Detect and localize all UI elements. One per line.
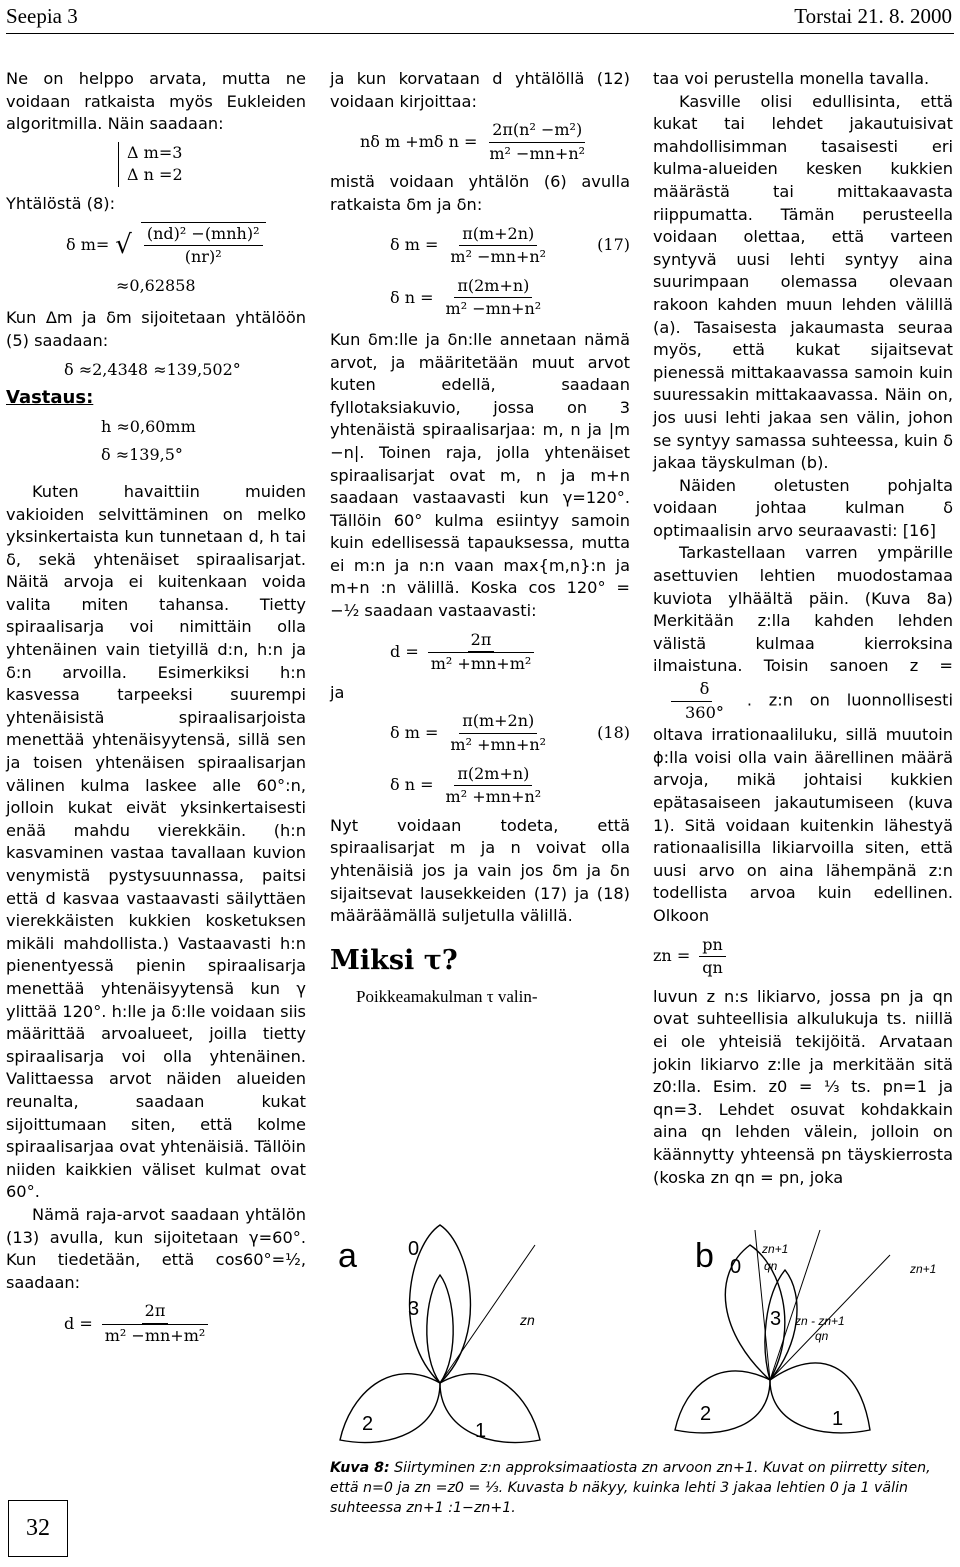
equation: δ ≈2,4348 ≈139,502° [64,359,241,379]
denominator: (nr)² [184,247,222,267]
petal-1 [770,1363,870,1433]
equation-d2 [390,629,630,676]
paragraph: ja kun korvataan d yhtälöllä (12) voidaan kirjoittaa: [330,69,630,111]
qn-label: qn [764,1259,778,1273]
petal-3 [427,1275,453,1383]
denominator: m² +mn+n² [450,735,547,755]
numerator: (nd)² −(mnh)² [144,223,263,247]
panel-a-label: a [338,1237,357,1275]
equation-d [64,1300,306,1347]
column-3 [653,68,953,1189]
figure-8 [330,1215,960,1455]
section-heading: Miksi τ? [330,944,458,976]
denominator: m² +mn+n² [445,787,542,807]
page-number: 32 [8,1500,68,1557]
caption-text: Siirtyminen z:n approksimaatiosta zn arvoon zn+1. Kuvat on piirretty siten, että n=0 ja zn =z0 = ⅓. Kuvasta b näkyy, kuinka lehti 3 jakaa lehtien 0 ja 1 välin suhteessa zn+1 :1−zn+1. [330,1460,931,1516]
fraction [699,934,726,980]
numerator: π(m+2n) [459,223,537,247]
equation-lhs: δ n = [390,287,434,307]
numerator: π(2m+n) [454,763,532,787]
equation-lhs: d = [64,1313,93,1333]
equation-lhs: δ n = [390,775,434,795]
equation: δ ≈139,5° [101,445,183,465]
zn-label: zn [520,1312,535,1328]
equation-zn [653,934,953,980]
denominator: qn [702,958,723,978]
answer-heading: Vastaus: [6,387,94,409]
equation-delta-m [66,222,306,269]
denominator: m² +mn+m² [428,652,535,676]
paragraph [653,542,953,927]
fraction [443,275,545,321]
denominator: 360° [685,702,724,722]
fraction [428,629,535,676]
paragraph: Poikkeamakulman τ valin- [356,987,538,1007]
petal-2-label: 2 [700,1403,712,1425]
paragraph: ja [330,682,345,702]
column-2 [330,68,630,1009]
paragraph: Yhtälöstä (8): [6,193,116,213]
fraction [656,678,727,724]
panel-a-flower [340,1225,540,1443]
paragraph: luvun z n:s likiarvo, jossa pn ja qn ovat suhteellisia alkulukuja ts. niillä ei ole yhteisiä tekijöitä. Arvataan jokin likiarvo z:lle ja merkitään sitä z0:lla. Esim. z0 = ⅓ ts. pn=1 ja qn=3. Lehdet osuvat kohdakkain aina qn lehden välein, jolloin on käännytty yhteensä pn täyskierrosta (koska zn qn = pn, joka [653,986,953,1187]
fraction [447,223,549,269]
numerator: π(2m+n) [454,275,532,299]
paragraph: Kasville olisi edullisinta, että kukat tai lehdet jakautuisivat mahdollisimman tasaisesti eri kulma-alueiden kesken kukkien määrästä tai mittakaavasta riippumatta. Tämän perusteella voidaan olettaa, että varteen syntyvä uusi lehti syntyy aina suurimpaan olemassa olevaan rakoon kahden muun lehden välillä (a). Tasaisesta jakaumasta seuraa myös, että kukat sijaitsevat pienessä mittakaavassa samoin kuin suuressakin mittakaavassa. Näin on, jos uusi lehti jakaa sen välin, johon se syntyy samassa suhteessa, kuin δ jakaa täyskulman (b). [653,91,953,473]
equation-number: (18) [597,723,630,743]
equation-lhs: nδ m +mδ n = [360,131,478,151]
petal-1-label: 1 [832,1408,844,1430]
numerator: 2π(n² −m²) [489,119,585,143]
petal-0-label: 0 [408,1238,420,1260]
equation: Δ m=3 [127,142,183,162]
fraction [141,222,266,269]
header-right: Torstai 21. 8. 2000 [794,4,952,28]
figure-svg [330,1215,960,1455]
paragraph: mistä voidaan yhtälön (6) avulla ratkaista δm ja δn: [330,172,630,214]
denominator: m² −mn+m² [102,1324,209,1348]
diff-qn-label: qn [815,1329,829,1343]
zn1-label: zn+1 [762,1242,789,1256]
paragraph: Ne on helppo arvata, mutta ne voidaan ratkaista myös Eukleiden algoritmilla. Näin saadaan: [6,69,306,134]
equation-lhs: δ m= [66,234,110,254]
petal-0-label: 0 [730,1256,742,1278]
equation [360,119,630,165]
petal-3-label: 3 [408,1298,420,1320]
fraction [443,763,545,809]
numerator: 2π [468,629,495,653]
petal-3-label: 3 [770,1308,782,1330]
denominator: m² −mn+n² [489,143,586,163]
equation-lhs: δ m = [390,723,439,743]
equation: ≈0,62858 [116,275,196,295]
equation-17b [390,275,630,321]
equation-lhs: δ m = [390,235,439,255]
text: . z:n on luonnollisesti oltava irrationaaliluku, sillä muutoin ϕ:lla voisi olla vain äärellinen määrä arvoja, mikä johtaisi kukkien epätasaiseen jakautumiseen (kuva 1). Sitä voidaan kuitenkin lähestyä rationaalisilla likiarvoilla siten, että uusi arvo on aina lähempänä z:n todellista arvoa kuin edellinen. Olkoon [653,690,953,925]
sqrt-icon: √ [115,229,132,260]
petal-2 [675,1371,770,1433]
paragraph: taa voi perustella monella tavalla. [653,69,930,88]
paragraph: Nyt voidaan todeta, että spiraalisarjat m ja n voivat olla yhtenäisiä jos ja vain jos δm ja δn sijaitsevat lausekkeiden (17) ja (18) määräämällä suljetulla välillä. [330,815,630,926]
petal-2-label: 2 [362,1413,374,1435]
header-rule [6,33,954,34]
zn1-right-label: zn+1 [910,1262,937,1276]
equation-lhs: zn = [653,946,691,966]
petal-1-label: 1 [475,1420,487,1442]
equation-system [118,142,306,187]
paragraph: Kuten havaittiin muiden vakioiden selvittäminen on melko yksinkertaista kun tunnetaan d, h tai δ, sekä yhtenäiset spiraalisarjat. Näitä arvoja ei kuitenkaan voida valita miten tahansa. Tietty spiraalisarja voi nimittäin olla yhtenäinen vain tietyillä d:n, h:n ja δ:n arvoilla. Esimerkiksi h:n kasvessa tarpeeksi suurempi yhtenäisistä spiraalisarjoista menettää yhtenäisyytensä, sillä sen ja toisen yhtenäisen spiraalisarjan välinen kulma laskee alle 60°:n, jolloin kukat eivät yksinkertaisesti enää mahdu vierekkäin. (h:n kasvaminen vastaa tavallaan kuvion venymistä pystysuunnassa, paitsi että d kasvaa vastaavasti säilyttäen vierekkäisten kukkien kosketuksen mikäli mahdollista.) Vastaavasti h:n pienentyessä pienin spiraalisarja menettää yhtenäisyytensä kun γ ylittää 120°. h:lle ja δ:lle voidaan siis määrittää arvoalueet, joilla tietty spiraalisarja voi olla yhtenäinen. Valittaessa arvot näiden alueiden reunalta, saadaan kukat sijoittumaan siten, että kolme spiraalisarjaa ovat yhtenäisiä. Tällöin niiden kaikkien väliset kulmat ovat 60°. [6,481,306,1202]
paragraph: Nämä raja-arvot saadaan yhtälön (13) avulla, kun sijoitetaan γ=60°. Kun tiedetään, että cos60°=½, saadaan: [6,1204,306,1292]
denominator: m² −mn+n² [450,247,547,267]
fraction [486,119,588,165]
equation-lhs: d = [390,641,419,661]
text: Tarkastellaan varren ympärille asettuvien lehtien muodostamaa kuviota ylhäältä päin. (Kuva 8a) Merkitään z:lla kahden lehden välistä kulmaa kierroksina ilmaistuna. Toisin sanoen z = [653,543,953,676]
numerator: δ [671,678,713,702]
panel-b-label: b [695,1237,714,1275]
fraction [447,710,549,756]
equation-18a [390,710,630,756]
page-header [0,0,960,30]
denominator: m² −mn+n² [445,299,542,319]
numerator: 2π [142,1300,169,1324]
header-left: Seepia 3 [6,4,78,28]
diff-label: zn - zn+1 [795,1314,845,1328]
paragraph: Kun δm:lle ja δn:lle annetaan nämä arvot, ja määritetään muut arvot kuten edellä, saadaan fyllotaksiakuvio, jossa on 3 yhtenäistä spiraalisarjaa: m, n ja |m −n|. Toinen raja, jolla yhtenäiset spiraalisarjat ovat m, n ja m+n saadaan vastaavasti kun γ=120°. Tällöin 60° kulma esiintyy samoin kuin edellisessä tapauksessa, mutta ei m:n ja n:n vaan max{m,n}:n ja m+n :n välillä. Koska cos 120° = −½ saadaan vastaavasti: [330,329,630,621]
paragraph: Näiden oletusten pohjalta voidaan johtaa kulman δ optimaalisin arvo seuraavasti: [16] [653,475,953,540]
numerator: π(m+2n) [459,710,537,734]
paragraph: Kun Δm ja δm sijoitetaan yhtälöön (5) saadaan: [6,308,306,350]
figure-caption [330,1458,955,1518]
equation-18b [390,763,630,809]
equation-number: (17) [597,235,630,255]
column-1 [6,68,306,1353]
petal-1 [440,1374,540,1443]
fraction [102,1300,209,1347]
equation-17a [390,223,630,269]
petal-2 [340,1374,440,1443]
numerator: pn [699,934,726,958]
equation: h ≈0,60mm [101,416,196,436]
caption-label: Kuva 8: [330,1460,390,1476]
equation: Δ n =2 [127,165,183,185]
